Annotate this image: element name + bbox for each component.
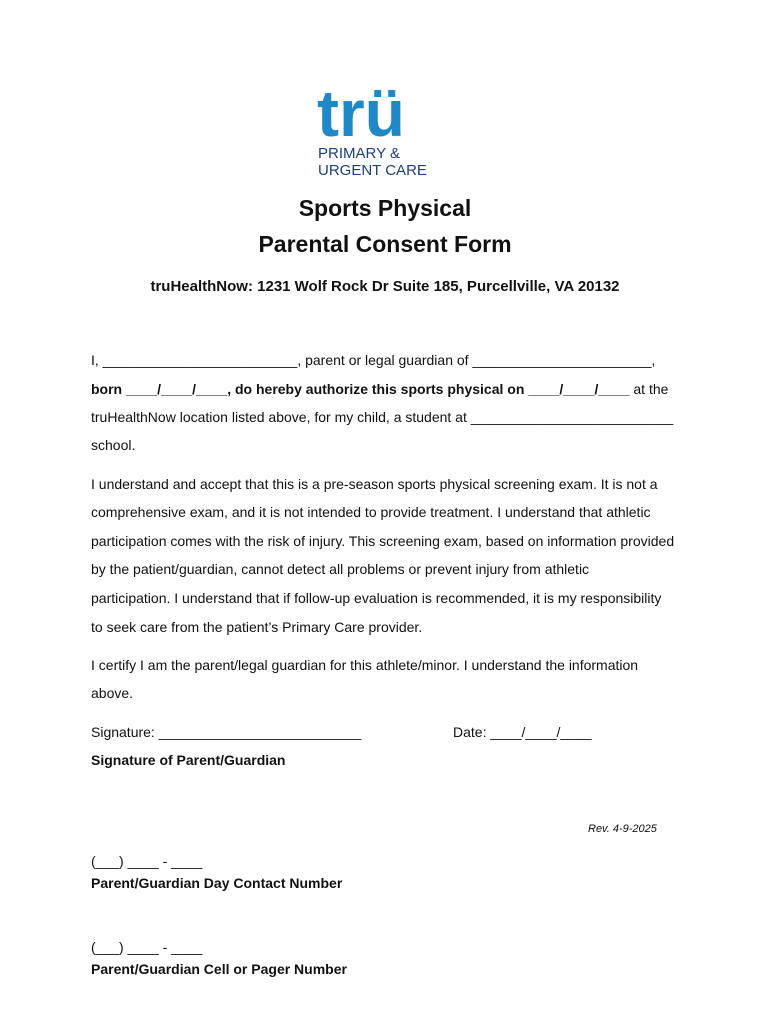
clinic-address: truHealthNow: 1231 Wolf Rock Dr Suite 185, Purcellville, VA 20132 xyxy=(150,278,620,295)
day-contact-label: Parent/Guardian Day Contact Number xyxy=(91,875,343,891)
logo-wordmark: trü xyxy=(317,76,405,150)
signature-caption: Signature of Parent/Guardian xyxy=(91,752,286,768)
paragraph1-line: participation. I understand that if follow-up evaluation is recommended, it is my responsibility xyxy=(91,590,662,606)
revision-label: Rev. 4-9-2025 xyxy=(588,823,657,835)
logo-line1: PRIMARY & xyxy=(318,145,400,162)
logo-line2: URGENT CARE xyxy=(318,162,427,179)
day-contact-field[interactable]: (___) ____ - ____ xyxy=(91,853,203,869)
signature-field[interactable]: Signature: __________________________ xyxy=(91,724,362,740)
consent-line-2-tail: at the xyxy=(629,381,669,397)
consent-line-2-bold: born ____/____/____, do hereby authorize this sports physical on ____/____/____ xyxy=(91,381,630,397)
form-title-line2: Parental Consent Form xyxy=(258,231,512,257)
paragraph1-line: participation comes with the risk of injury. This screening exam, based on information provided xyxy=(91,533,675,549)
form-title-line1: Sports Physical xyxy=(298,195,472,221)
paragraph1-line: to seek care from the patient’s Primary Care provider. xyxy=(91,619,423,635)
date-field[interactable]: Date: ____/____/____ xyxy=(453,724,592,740)
consent-line-4: school. xyxy=(91,437,136,453)
cell-contact-field[interactable]: (___) ____ - ____ xyxy=(91,939,203,955)
cell-contact-label: Parent/Guardian Cell or Pager Number xyxy=(91,961,347,977)
paragraph1-line: by the patient/guardian, cannot detect all problems or prevent injury from athletic xyxy=(91,561,590,577)
paragraph1-line: I understand and accept that this is a pre-season sports physical screening exam. It is not a xyxy=(91,476,658,492)
paragraph2-line: I certify I am the parent/legal guardian for this athlete/minor. I understand the information xyxy=(91,657,639,673)
consent-line-3: truHealthNow location listed above, for my child, a student at __________________________ xyxy=(91,409,674,425)
paragraph1-line: comprehensive exam, and it is not intended to provide treatment. I understand that athletic xyxy=(91,504,651,520)
tru-logo xyxy=(312,74,462,184)
paragraph2-line: above. xyxy=(91,685,134,701)
consent-line-2 xyxy=(91,381,668,397)
consent-line-1: I, _________________________, parent or legal guardian of _______________________, xyxy=(91,352,656,368)
